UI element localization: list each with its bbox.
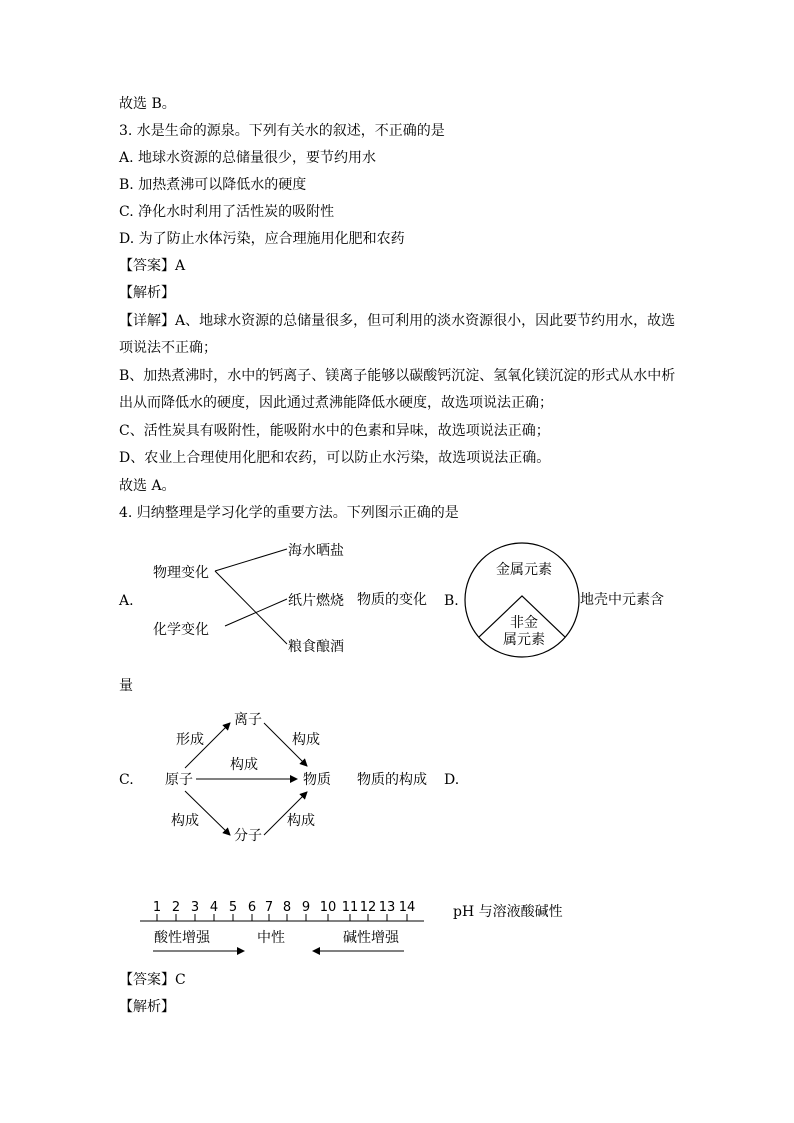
ph-tick-label: 10 xyxy=(319,900,337,915)
explanation-line: 项说法不正确； xyxy=(119,340,217,356)
text-line: 量 xyxy=(119,678,133,694)
option-a-caption: 物质的变化 xyxy=(357,592,427,608)
option-a: A. 地球水资源的总储量很少，要节约用水 xyxy=(119,150,377,166)
ph-tick-label: 13 xyxy=(378,900,396,915)
ph-tick-label: 5 xyxy=(228,900,238,915)
option-b-caption: 地壳中元素含 xyxy=(580,592,664,608)
text-line: 故选 A。 xyxy=(119,478,176,494)
option-c: C. 净化水时利用了活性炭的吸附性 xyxy=(119,204,335,220)
analysis-heading: 【解析】 xyxy=(119,999,175,1015)
chemical-change-label: 化学变化 xyxy=(153,622,209,638)
option-d: D. 为了防止水体污染，应合理施用化肥和农药 xyxy=(119,231,405,247)
answer: 【答案】C xyxy=(119,972,186,988)
explanation-line: B、加热煮沸时，水中的钙离子、镁离子能够以碳酸钙沉淀、氢氧化镁沉淀的形式从水中析 xyxy=(119,368,676,384)
question-4: 4. 归纳整理是学习化学的重要方法。下列图示正确的是 xyxy=(119,505,459,521)
ph-tick-label: 8 xyxy=(282,900,292,915)
ph-tick-label: 14 xyxy=(398,900,416,915)
compose-label: 构成 xyxy=(171,813,199,829)
substance-label: 物质 xyxy=(303,772,331,788)
option-c-letter: C. xyxy=(119,772,134,788)
ph-tick-label: 7 xyxy=(264,900,274,915)
ph-tick-label: 3 xyxy=(190,900,200,915)
option-d-caption: pH 与溶液酸碱性 xyxy=(453,904,563,920)
answer: 【答案】A xyxy=(119,258,186,274)
nonmetal-elements-label-1: 非金 xyxy=(510,615,538,631)
item-grain-wine: 粮食酿酒 xyxy=(288,639,344,655)
acid-label: 酸性增强 xyxy=(154,930,210,946)
physical-change-label: 物理变化 xyxy=(153,565,209,581)
ph-tick-label: 12 xyxy=(359,900,377,915)
ph-tick-label: 9 xyxy=(301,900,311,915)
analysis-heading: 【解析】 xyxy=(119,285,175,301)
ph-tick-label: 11 xyxy=(341,900,359,915)
nonmetal-elements-label-2: 属元素 xyxy=(503,632,545,648)
option-d-letter: D. xyxy=(444,772,460,788)
neutral-label: 中性 xyxy=(257,930,285,946)
explanation-line: 【详解】A、地球水资源的总储量很多，但可利用的淡水资源很小，因此要节约用水，故选 xyxy=(119,313,676,329)
ph-tick-label: 4 xyxy=(209,900,219,915)
base-label: 碱性增强 xyxy=(343,930,399,946)
ph-tick-label: 1 xyxy=(152,900,162,915)
ion-label: 离子 xyxy=(234,712,262,728)
atom-label: 原子 xyxy=(165,772,193,788)
question-3: 3. 水是生命的源泉。下列有关水的叙述，不正确的是 xyxy=(119,123,445,139)
explanation-line: C、活性炭具有吸附性，能吸附水中的色素和异味，故选项说法正确； xyxy=(119,423,550,439)
item-paper-burning: 纸片燃烧 xyxy=(288,593,344,609)
form-label: 形成 xyxy=(176,732,204,748)
text-line: 故选 B。 xyxy=(119,96,176,112)
compose-label: 构成 xyxy=(230,757,258,773)
explanation-line: D、农业上合理使用化肥和农药，可以防止水污染，故选项说法正确。 xyxy=(119,450,551,466)
option-b: B. 加热煮沸可以降低水的硬度 xyxy=(119,177,307,193)
option-c-caption: 物质的构成 xyxy=(357,772,427,788)
compose-label: 构成 xyxy=(287,813,315,829)
item-seawater-salt: 海水晒盐 xyxy=(288,543,344,559)
compose-label: 构成 xyxy=(292,732,320,748)
ph-tick-label: 2 xyxy=(171,900,181,915)
molecule-label: 分子 xyxy=(234,828,262,844)
option-a-letter: A. xyxy=(119,593,134,609)
explanation-line: 出从而降低水的硬度，因此通过煮沸能降低水硬度，故选项说法正确； xyxy=(119,395,553,411)
metal-elements-label: 金属元素 xyxy=(496,562,552,578)
option-b-letter: B. xyxy=(444,593,459,609)
ph-tick-label: 6 xyxy=(247,900,257,915)
